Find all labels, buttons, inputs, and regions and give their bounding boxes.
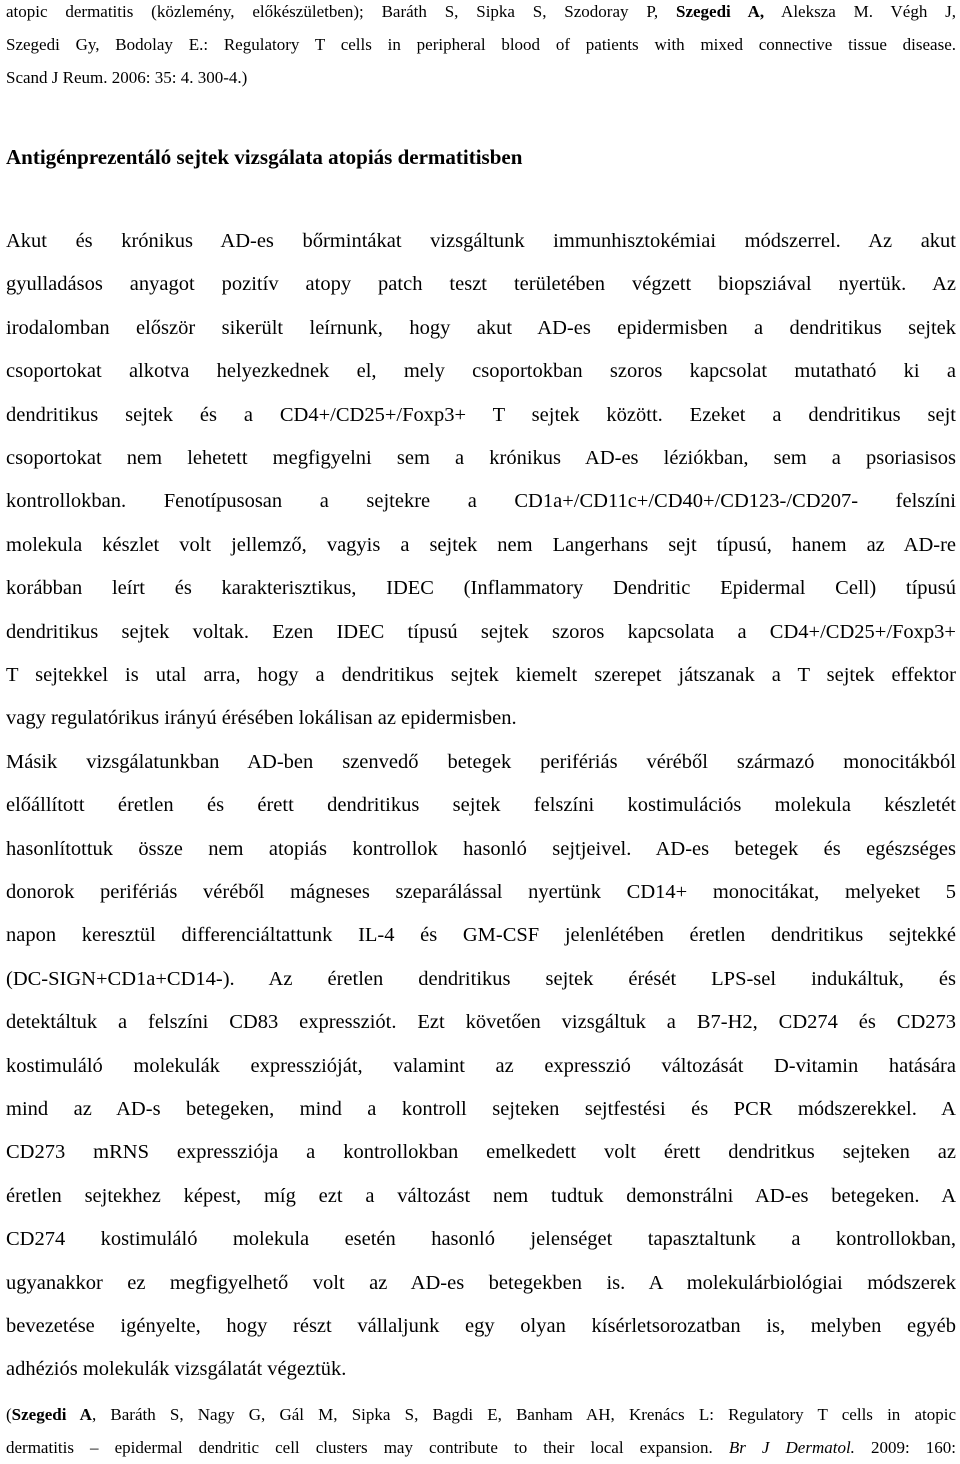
- reference-line: Scand J Reum. 2006: 35: 4. 300-4.): [6, 68, 248, 87]
- author-highlight: Szegedi A: [11, 1405, 92, 1424]
- body-line: kontrollokban. Fenotípusosan a sejtekre a CD1a+/CD11c+/CD40+/CD123-/CD207- felszíni: [6, 490, 956, 513]
- reference-text: , Baráth S, Nagy G, Gál M, Sipka S, Bagdi E, Banham AH, Krenács L: Regulatory T cells in atopic: [91, 1405, 956, 1424]
- body-line: Másik vizsgálatunkban AD-ben szenvedő betegek perifériás véréből származó monocitákból: [6, 750, 956, 773]
- body-line: csoportokat nem lehetett megfigyelni sem a krónikus AD-es léziókban, sem a psoriasisos: [6, 447, 956, 469]
- body-line: kostimuláló molekulák expresszióját, valamint az expresszió változását D-vitamin hatására: [6, 1054, 956, 1077]
- reference-text: (: [6, 1405, 12, 1424]
- body-line: gyulladásos anyagot pozitív atopy patch teszt területében végzett biopsziával nyertük. Az: [6, 273, 956, 296]
- reference-line: Szegedi Gy, Bodolay E.: Regulatory T cells in peripheral blood of patients with mixed connective tissue disease.: [6, 35, 956, 54]
- body-line: irodalomban először sikerült leírnunk, hogy akut AD-es epidermisben a dendritikus sejtek: [6, 316, 956, 339]
- body-line: előállított éretlen és érett dendritikus sejtek felszíni kostimulációs molekula készletét: [6, 794, 956, 817]
- body-line: éretlen sejtekhez képest, míg ezt a változást nem tudtuk demonstrálni AD-es betegeken. A: [6, 1184, 956, 1207]
- body-line: molekula készlet volt jellemző, vagyis a sejtek nem Langerhans sejt típusú, hanem az AD-re: [6, 533, 956, 556]
- author-highlight: Szegedi A,: [675, 2, 765, 21]
- body-line: CD273 mRNS expressziója a kontrollokban emelkedett volt érett dendritkus sejteken az: [6, 1141, 956, 1164]
- reference-text: dermatitis – epidermal dendritic cell clusters may contribute to their local expansion.: [6, 1438, 729, 1457]
- reference-text: 2009: 160:: [854, 1438, 956, 1457]
- body-line: detektáltuk a felszíni CD83 expressziót. Ezt követően vizsgáltuk a B7-H2, CD274 és CD273: [6, 1011, 956, 1034]
- body-line: mind az AD-s betegeken, mind a kontroll sejteken sejtfestési és PCR módszerekkel. A: [6, 1098, 956, 1120]
- body-line: napon keresztül differenciáltattunk IL-4 és GM-CSF jelenlétében éretlen dendritikus sejtekké: [6, 924, 956, 947]
- body-line: ugyanakkor ez megfigyelhető volt az AD-es betegekben is. A molekulárbiológiai módszerek: [6, 1271, 956, 1294]
- body-line: adhéziós molekulák vizsgálatát végeztük.: [6, 1358, 347, 1381]
- reference-text: atopic dermatitis (közlemény, előkészületben); Baráth S, Sipka S, Szodoray P,: [6, 2, 676, 21]
- body-line: csoportokat alkotva helyezkednek el, mely csoportokban szoros kapcsolat mutatható ki a: [6, 360, 956, 383]
- body-line: korábban leírt és karakterisztikus, IDEC (Inflammatory Dendritic Epidermal Cell) típusú: [6, 577, 956, 600]
- section-heading: Antigénprezentáló sejtek vizsgálata atopiás dermatitisben: [6, 145, 523, 169]
- body-line: Akut és krónikus AD-es bőrmintákat vizsgáltunk immunhisztokémiai módszerrel. Az akut: [6, 230, 956, 252]
- journal-name: Br J Dermatol.: [728, 1438, 855, 1457]
- body-line: bevezetése igényelte, hogy részt vállaljunk egy olyan kísérletsorozatban is, melyben egyéb: [6, 1315, 956, 1337]
- body-line: dendritikus sejtek voltak. Ezen IDEC típusú sejtek szoros kapcsolata a CD4+/CD25+/Foxp3+: [6, 620, 956, 643]
- reference-line: [6, 1438, 956, 1458]
- body-line: hasonlítottuk össze nem atopiás kontrollok hasonló sejtjeivel. AD-es betegek és egészséges: [6, 837, 956, 860]
- body-line: donorok perifériás véréből mágneses szeparálással nyertünk CD14+ monocitákat, melyeket 5: [6, 881, 956, 903]
- reference-text: Aleksza M. Végh J,: [764, 2, 956, 21]
- reference-line: [6, 1405, 956, 1425]
- body-line: dendritikus sejtek és a CD4+/CD25+/Foxp3+ T sejtek között. Ezeket a dendritikus sejt: [6, 403, 956, 426]
- reference-line: [6, 2, 956, 22]
- body-line: (DC-SIGN+CD1a+CD14-). Az éretlen dendritikus sejtek érését LPS-sel indukáltuk, és: [6, 967, 956, 990]
- body-line: vagy regulatórikus irányú érésében lokálisan az epidermisben.: [6, 707, 517, 730]
- body-line: T sejtekkel is utal arra, hogy a dendritikus sejtek kiemelt szerepet játszanak a T sejtek effektor: [6, 664, 956, 686]
- body-line: CD274 kostimuláló molekula esetén hasonló jelenséget tapasztaltunk a kontrollokban,: [6, 1228, 956, 1251]
